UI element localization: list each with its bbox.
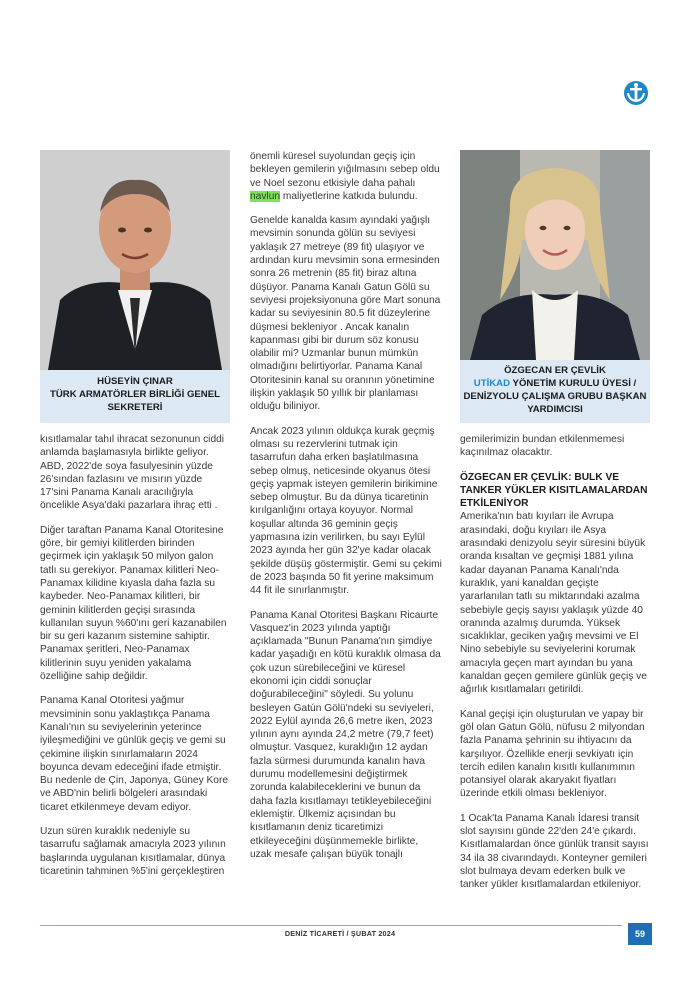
person-title: YÖNETİM KURULU ÜYESİ / DENİZYOLU ÇALIŞMA GRUBU BAŞKAN YARDIMCISI bbox=[463, 378, 647, 415]
paragraph: Panama Kanal Otoritesi yağmur mevsiminin sonu yaklaştıkça Panama Kanalı'nın su seviyelerinin yeterince iyileşmediğini ve günlük geçiş ve gemi su çekimine ilişkin sınırlamaların 2024 boyunca devam edeceğini ifade etmiştir. Bu nedenle de Çin, Japonya, Güney Kore ve ABD'nin belirli bölgeleri arasındaki ticaret etkilenmeye devam ediyor. bbox=[40, 695, 229, 813]
paragraph: Panama Kanal Otoritesi Başkanı Ricaurte Vasquez'in 2023 yılında yaptığı açıklamada "Bunun Panama'nın şimdiye kadar yaşadığı en kötü kuraklık olmasa da çok uzun sürebileceğini ve küresel ekonomi için ciddi sonuçlar doğurabileceğini" söyledi. Su yolunu besleyen Gatún Gölü'ndeki su seviyeleri, 2022 Eylül ayında 26,6 metre iken, 2023 yılının aynı ayında 24,2 metre (79,7 feet) olmuştur. Vasquez, kuraklığın 12 aydan fazla sürmesi durumunda kanalın hava durumu modellemesini değiştirmek zorunda kalabileceklerini ve bunun da daha fazla kısıtlamayı tetikleyebileceğini eklemiştir. Ülkemiz açısından bu kısıtlamanın deniz ticaretimizi etkileyeceğini düşünmemekle birlikte, uzak mesafe çalışan büyük tonajlı bbox=[250, 609, 441, 860]
org-name: UTİKAD bbox=[473, 378, 511, 389]
footer-publication: DENİZ TİCARETİ / ŞUBAT 2024 bbox=[284, 929, 396, 938]
caption-left bbox=[40, 370, 230, 423]
paragraph: Uzun süren kuraklık nedeniyle su tasarrufu sağlamak amacıyla 2023 yılının başlarında uygulanan kısıtlamalar, dünya ticaretinin tahminen %5'ini gerçekleştiren bbox=[40, 826, 226, 877]
anchor-logo-icon bbox=[623, 80, 649, 106]
article-column-3 bbox=[460, 433, 652, 903]
subheading-paragraph bbox=[460, 471, 652, 511]
highlighted-word: navlun bbox=[250, 190, 281, 202]
person-title: TÜRK ARMATÖRLER BİRLİĞİ GENEL SEKRETERİ bbox=[49, 389, 220, 413]
paragraph: Diğer taraftan Panama Kanal Otoritesine göre, bir gemiyi kilitlerden birinden geçirmek için yaklaşık 50 milyon galon tatlı su gerekiyor. Panamax kilitleri Neo-Panamax kilidine kıyasla daha fazla su kaybeder. Neo-Panamax kilitleri, bir geminin kilitlerden geçişi sırasında kullanılan suyun %60'ını geri kazanabilen bir su geri kazanım sistemine sahiptir. Panamax şeritleri, Neo-Panamax kilitlerinin suyu yeniden yakalama özelliğine sahip değildir. bbox=[40, 524, 227, 683]
paragraph: 1 Ocak'ta Panama Kanalı İdaresi transit slot sayısını günde 22'den 24'e çıkardı. Kısıtlamalardan önce günlük transit sayısı 34 ila 38 civarındaydı. Konteyner gemileri slot bulmaya devam ederken bulk ve tanker yükler kısıtlamalardan etkileniyor. bbox=[460, 812, 649, 891]
portrait-huseyin-cinar bbox=[40, 150, 230, 370]
subheading-text: BULK VE TANKER YÜKLER KISITLAMALARDAN ETKİLENİYOR bbox=[460, 471, 648, 510]
paragraph: gemilerimizin bundan etkilenmemesi kaçınılmaz olacaktır. bbox=[460, 434, 625, 459]
article-column-1 bbox=[40, 433, 232, 889]
portrait-ozgecan-er-cevlik bbox=[460, 150, 650, 360]
person-title-line bbox=[460, 377, 650, 416]
paragraph: Amerika'nın batı kıyıları ile Avrupa arasındaki, doğu kıyıları ile Asya arasındaki denizyolu seyir süresini büyük oranda kısaltan ve geçmişi 1881 yılına kadar dayanan Panama Kanalı'nda kuraklık, yani kanaldan geçişte yararlanılan tatlı su miktarındaki azalma sebebiyle geçiş sayısı yaklaşık yüzde 40 oranında azalmış durumda. Yüksek sıcaklıklar, geciken yağış mevsimi ve El Nino sebebiyle su seviyelerini korumak amacıyla geçen mart ayından bu yana kanaldan geçen gemilere günlük geçiş ve ağırlık kısıtlamaları getirildi. bbox=[460, 511, 647, 696]
paragraph: kısıtlamalar tahıl ihracat sezonunun ciddi anlamda başlamasıyla birlikte geliyor. ABD, 2022'de soya fasulyesinin yüzde 26'sından fazlasını ve mısırın yüzde 17'sini Panama Kanalı aracılığıyla öncelikle Asya'daki pazarlara ihraç etti . bbox=[40, 434, 225, 512]
paragraph: Ancak 2023 yılının oldukça kurak geçmiş olması su rezervlerini tutmak için tasarrufun daha erken başlatılmasına sebep olmuş, neticesinde okyanus ötesi geçiş yapmak isteyen gemilerin birikimine sebep olmuştur. Bu da dünya ticaretinin kırılganlığını ortaya koyuyor. Normal koşullar altında 36 geminin geçiş yapmasına izin verilirken, bu sayı Eylül 2023 ayında her gün 32'ye kadar olacak şekilde düşüş göstermiştir. Gemi su çekimi de 2023 başında 50 fit yerine maksimum 44 fit ile sınırlanmıştır. bbox=[250, 425, 442, 597]
person-name: HÜSEYİN ÇINAR bbox=[97, 376, 173, 387]
article-column-2 bbox=[250, 150, 442, 872]
paragraph: önemli küresel suyolundan geçiş için bekleyen gemilerin yığılmasını sebep oldu ve Noel sezonu etkisiyle daha pahalı navlun maliyetlerine katkıda bulundu. bbox=[250, 151, 440, 202]
subheading-label: ÖZGECAN ER ÇEVLİK: bbox=[460, 471, 572, 483]
caption-right bbox=[460, 360, 650, 423]
person-name: ÖZGECAN ER ÇEVLİK bbox=[504, 365, 606, 376]
paragraph: Kanal geçişi için oluşturulan ve yapay bir göl olan Gatun Gölü, nüfusu 2 milyondan fazla Panama şehrinin su ihtiyacını da karşılıyor. Özellikle enerji sevkiyatı için tercih edilen kanalın kısıtlı kullanımının potansiyel olarak akaryakıt fiyatları üzerinde etkili olması bekleniyor. bbox=[460, 708, 645, 800]
page-number: 59 bbox=[628, 923, 652, 945]
footer-divider bbox=[40, 925, 622, 926]
paragraph: Genelde kanalda kasım ayındaki yağışlı mevsimin sonunda gölün su seviyesi yaklaşık 27 metreye (89 fit) ulaşıyor ve ardından kuru mevsimin sona ermesinden sonra 26 metrenin (85 fit) biraz altına düşüyor. Panama Kanalı Gatun Gölü su seviyesi projeksiyonuna göre Mart sonuna kadar su seviyesinin 80.5 fit düzeylerine düşmesi bekleniyor . Ancak kanalın kapanması gibi bir durum söz konusu olabilir mi? Uzmanlar bunun mümkün olmadığını belirtiyorlar. Panama Kanal Otoritesinin kanal su oranının yönetimine ilişkin yaklaşık 50 yıllık bir planlaması olduğu biliniyor. bbox=[250, 215, 441, 413]
